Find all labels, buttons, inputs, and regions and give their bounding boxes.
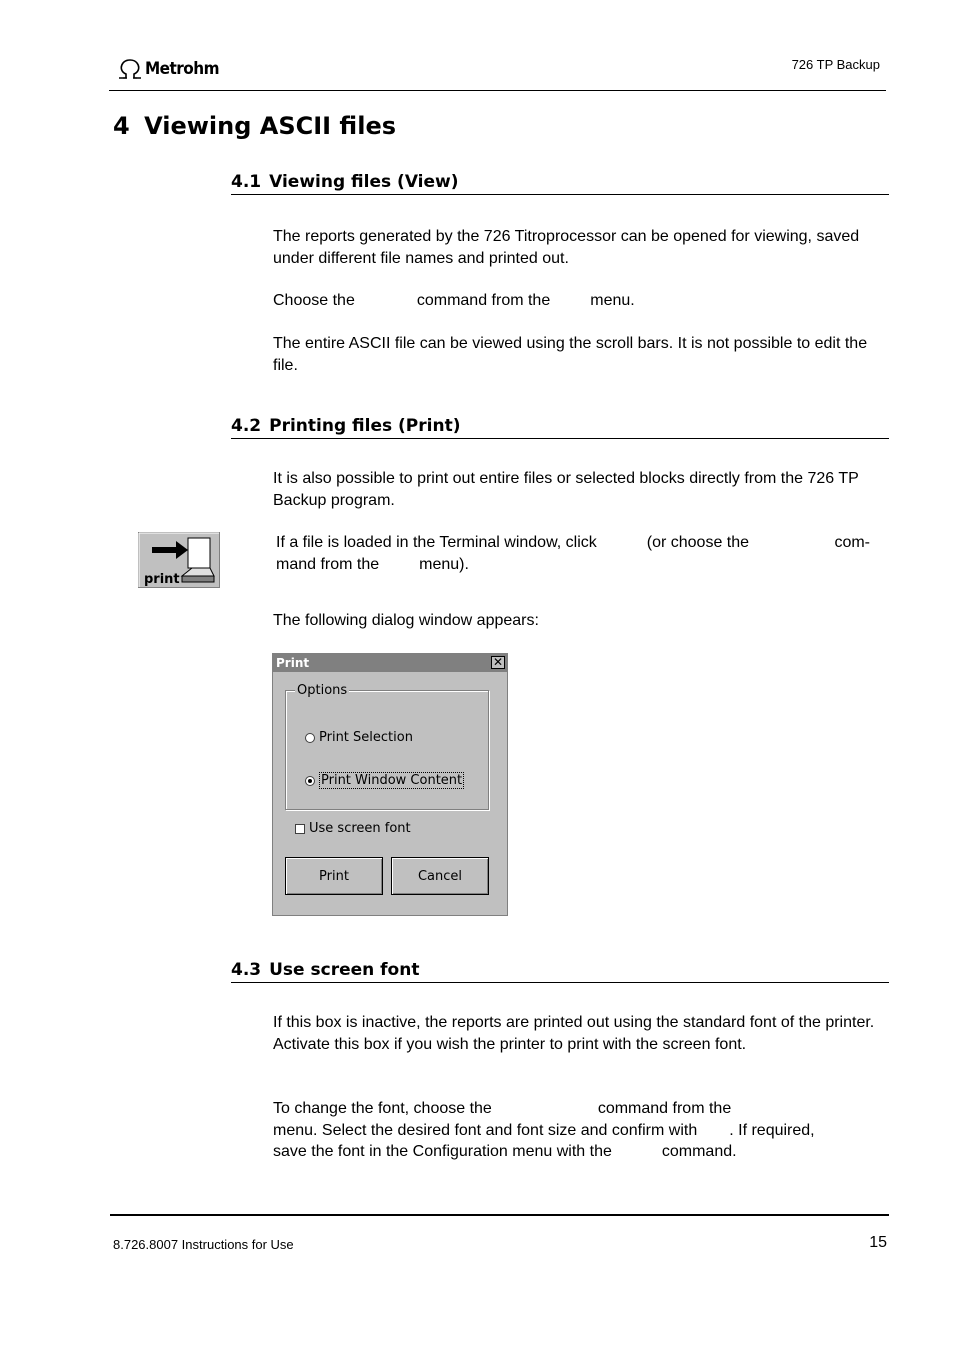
radio-print-selection[interactable]	[305, 730, 413, 745]
text-span: (or choose the	[646, 534, 750, 551]
text-span: save the font in the Configuration menu with the	[273, 1143, 612, 1160]
metrohm-logo	[117, 57, 227, 81]
text-span: menu. Select the desired font and font size and confirm with	[273, 1121, 698, 1139]
text-span: Choose the	[273, 292, 355, 309]
print-button[interactable]: Print	[285, 857, 383, 895]
footer-doc-number: 8.726.8007 Instructions for Use	[113, 1237, 294, 1252]
chapter-heading	[113, 112, 396, 140]
paragraph: The reports generated by the 726 Titroprocessor can be opened for viewing, saved under different file names and printed out.	[273, 228, 860, 267]
radio-label: Print Window Content	[321, 773, 463, 788]
radio-print-window-content[interactable]	[305, 772, 464, 789]
paragraph: It is also possible to print out entire files or selected blocks directly from the 726 TP Backup program.	[273, 470, 859, 509]
text-span: com-	[834, 534, 870, 551]
footer-divider	[110, 1214, 889, 1216]
chapter-number: 4	[113, 112, 130, 140]
paragraph	[273, 290, 885, 312]
omega-logo-icon	[117, 58, 143, 80]
chapter-title: Viewing ASCII files	[144, 112, 397, 140]
section-title: Use screen font	[269, 960, 420, 980]
use-screen-font-checkbox[interactable]	[295, 821, 411, 836]
section-title: Viewing files (View)	[269, 172, 459, 192]
radio-selected-icon	[305, 776, 315, 786]
page-number: 15	[869, 1234, 887, 1251]
section-heading-4-2	[231, 416, 889, 439]
checkbox-icon	[295, 824, 305, 834]
paragraph	[273, 1012, 885, 1055]
section-number: 4.1	[231, 172, 262, 192]
section-heading-4-1	[231, 172, 889, 195]
text-span: . If required,	[729, 1121, 815, 1139]
text-span: If this box is inactive, the reports are printed out using the standard font of the printer.	[273, 1014, 875, 1031]
print-toolbar-icon	[138, 532, 220, 588]
print-dialog	[272, 653, 508, 916]
text-span: If a file is loaded in the Terminal window, click	[276, 534, 597, 551]
dialog-title: Print	[276, 656, 310, 670]
paragraph: The entire ASCII file can be viewed using the scroll bars. It is not possible to edit the file.	[273, 335, 868, 374]
radio-unselected-icon	[305, 733, 315, 743]
dialog-title-bar	[273, 654, 507, 672]
radio-label: Print Selection	[319, 730, 413, 745]
options-group	[285, 690, 489, 810]
section-number: 4.2	[231, 416, 262, 436]
paragraph	[273, 1098, 885, 1163]
close-icon[interactable]: ✕	[492, 655, 504, 669]
text-span: mand from the	[276, 555, 380, 573]
paragraph	[276, 532, 870, 575]
cancel-button[interactable]: Cancel	[391, 857, 489, 895]
text-span: menu.	[590, 292, 635, 309]
options-group-label: Options	[297, 683, 348, 698]
section-number: 4.3	[231, 960, 262, 980]
header-divider	[109, 90, 886, 91]
checkbox-label: Use screen font	[309, 821, 411, 836]
text-span: command from the	[597, 1100, 732, 1117]
section-heading-4-3	[231, 960, 889, 983]
text-span: command from the	[416, 292, 551, 309]
section-title: Printing files (Print)	[269, 416, 461, 436]
text-span: menu).	[419, 555, 469, 573]
header-product: 726 TP Backup	[791, 57, 880, 72]
text-span: Activate this box if you wish the printer to print with the screen font.	[273, 1035, 747, 1053]
paragraph: The following dialog window appears:	[273, 612, 539, 629]
print-icon-label: print	[144, 572, 180, 587]
logo-text: Metrohm	[145, 59, 220, 79]
text-span: command.	[661, 1143, 737, 1160]
text-span: To change the font, choose the	[273, 1100, 492, 1117]
